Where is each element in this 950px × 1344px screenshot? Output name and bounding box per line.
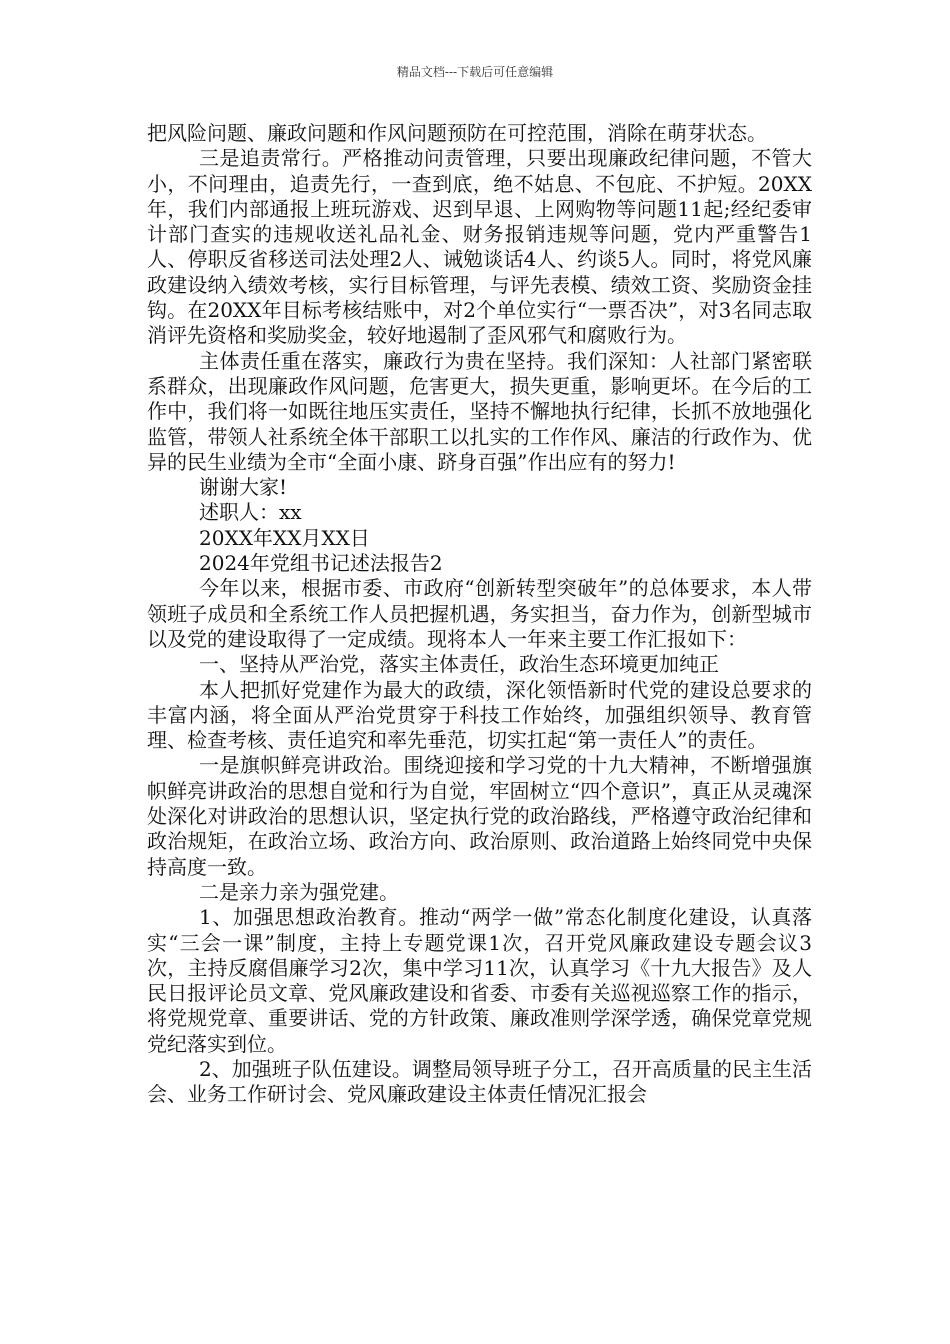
document-body — [147, 121, 812, 1108]
paragraph-risk-prevention: 把风险问题、廉政问题和作风问题预防在可控范围，消除在萌芽状态。 — [147, 121, 767, 145]
paragraph-hands-on: 二是亲力亲为强党建。 — [199, 879, 399, 904]
paragraph-thanks: 谢谢大家! — [199, 475, 288, 500]
paragraph-team-building: 2、加强班子队伍建设。调整局领导班子分工，召开高质量的民主生活会、业务工作研讨会、党风廉政建设主体责任情况汇报会 — [147, 1056, 812, 1107]
paragraph-ideological-education: 1、加强思想政治教育。推动“两学一做”常态化制度化建设，认真落实“三会一课”制度，主持上专题党课1次，召开党风廉政建设专题会议3次，主持反腐倡廉学习2次，集中学习11次，认真学习《十九大报告》及人民日报评论员文章、党风廉政建设和省委、市委有关巡视巡察工作的指示，将党规党章、重要讲话、党的方针政策、廉政准则学深学透，确保党章党规党纪落实到位。 — [147, 905, 812, 1056]
page-header-watermark: 精品文档---下载后可任意编辑 — [396, 65, 554, 79]
paragraph-main-responsibility: 主体责任重在落实，廉政行为贵在坚持。我们深知：人社部门紧密联系群众，出现廉政作风问题，危害更大，损失更重，影响更坏。在今后的工作中，我们将一如既往地压实责任，坚持不懈地执行纪律，长抓不放地强化监管，带领人社系统全体干部职工以扎实的工作作风、廉洁的行政作为、优异的民生业绩为全市“全面小康、跻身百强”作出应有的努力! — [147, 348, 812, 474]
paragraph-politics: 一是旗帜鲜亮讲政治。围绕迎接和学习党的十九大精神，不断增强旗帜鲜亮讲政治的思想自觉和行为自觉，牢固树立“四个意识”，真正从灵魂深处深化对讲政治的思想认识，坚定执行党的政治路线，严格遵守政治纪律和政治规矩，在政治立场、政治方向、政治原则、政治道路上始终同党中央保持高度一致。 — [147, 753, 812, 879]
paragraph-introduction: 今年以来，根据市委、市政府“创新转型突破年”的总体要求，本人带领班子成员和全系统工作人员把握机遇，务实担当，奋力作为，创新型城市以及党的建设取得了一定成绩。现将本人一年来主要工作汇报如下： — [147, 576, 812, 651]
paragraph-reporter: 述职人：xx — [199, 500, 302, 525]
paragraph-date: 20XX年XX月XX日 — [199, 525, 370, 550]
paragraph-accountability: 三是追责常行。严格推动问责管理，只要出现廉政纪律问题，不管大小，不问理由，追责先行，一查到底，绝不姑息、不包庇、不护短。20XX年，我们内部通报上班玩游戏、迟到早退、上网购物等问题11起;经纪委审计部门查实的违规收送礼品礼金、财务报销违规等问题，党内严重警告1人、停职反省移送司法处理2人、诫勉谈话4人、约谈5人。同时，将党风廉政建设纳入绩效考核，实行目标管理，与评先表模、绩效工资、奖励资金挂钩。在20XX年目标考核结账中，对2个单位实行“一票否决”，对3名同志取消评先资格和奖励奖金，较好地遏制了歪风邪气和腐败行为。 — [147, 146, 812, 348]
heading-section-one: 一、坚持从严治党，落实主体责任，政治生态环境更加纯正 — [199, 652, 719, 677]
paragraph-party-building: 本人把抓好党建作为最大的政绩，深化领悟新时代党的建设总要求的丰富内涵，将全面从严治党贯穿于科技工作始终，加强组织领导、教育管理、检查考核、责任追究和率先垂范，切实扛起“第一责任人”的责任。 — [147, 677, 812, 753]
section-title-report-2: 2024年党组书记述法报告2 — [199, 551, 443, 576]
